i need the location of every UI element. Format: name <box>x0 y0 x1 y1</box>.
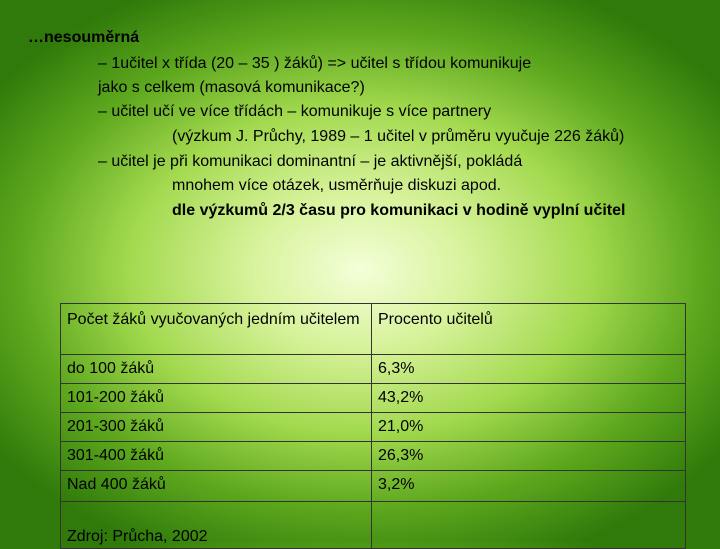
table-cell: 3,2% <box>372 471 686 502</box>
slide-heading: …nesouměrná <box>28 29 140 46</box>
table-cell: 26,3% <box>372 442 686 471</box>
table-source-note: Zdroj: Průcha, 2002 <box>61 502 372 549</box>
table-row <box>61 384 686 413</box>
text-line-4: (výzkum J. Průchy, 1989 – 1 učitel v průměru vyučuje 226 žáků) <box>172 128 625 145</box>
text-line-3: – učitel učí ve více třídách – komunikuje s více partnery <box>98 103 492 120</box>
text-line-6: mnohem více otázek, usměrňuje diskuzi apod. <box>172 177 502 194</box>
table-cell: 21,0% <box>372 413 686 442</box>
students-per-teacher-table <box>60 303 686 549</box>
table-cell: 301-400 žáků <box>61 442 372 471</box>
table-cell: do 100 žáků <box>61 355 372 384</box>
table-cell: Nad 400 žáků <box>61 471 372 502</box>
table-cell: 6,3% <box>372 355 686 384</box>
table-row <box>61 471 686 502</box>
table-source-empty-cell <box>372 502 686 549</box>
table-source-row <box>61 502 686 549</box>
text-line-7: dle výzkumů 2/3 času pro komunikaci v hodině vyplní učitel <box>172 202 626 219</box>
table-cell: 43,2% <box>372 384 686 413</box>
table-header-cell: Počet žáků vyučovaných jedním učitelem <box>61 304 372 355</box>
table-cell: 201-300 žáků <box>61 413 372 442</box>
table-header-row <box>61 304 686 355</box>
text-line-1: – 1učitel x třída (20 – 35 ) žáků) => učitel s třídou komunikuje <box>98 55 532 72</box>
table-cell: 101-200 žáků <box>61 384 372 413</box>
text-line-2: jako s celkem (masová komunikace?) <box>98 79 365 96</box>
text-line-5: – učitel je při komunikaci dominantní – je aktivnější, pokládá <box>98 153 523 170</box>
table-row <box>61 355 686 384</box>
table-row <box>61 442 686 471</box>
table-row <box>61 413 686 442</box>
table-header-cell: Procento učitelů <box>372 304 686 355</box>
